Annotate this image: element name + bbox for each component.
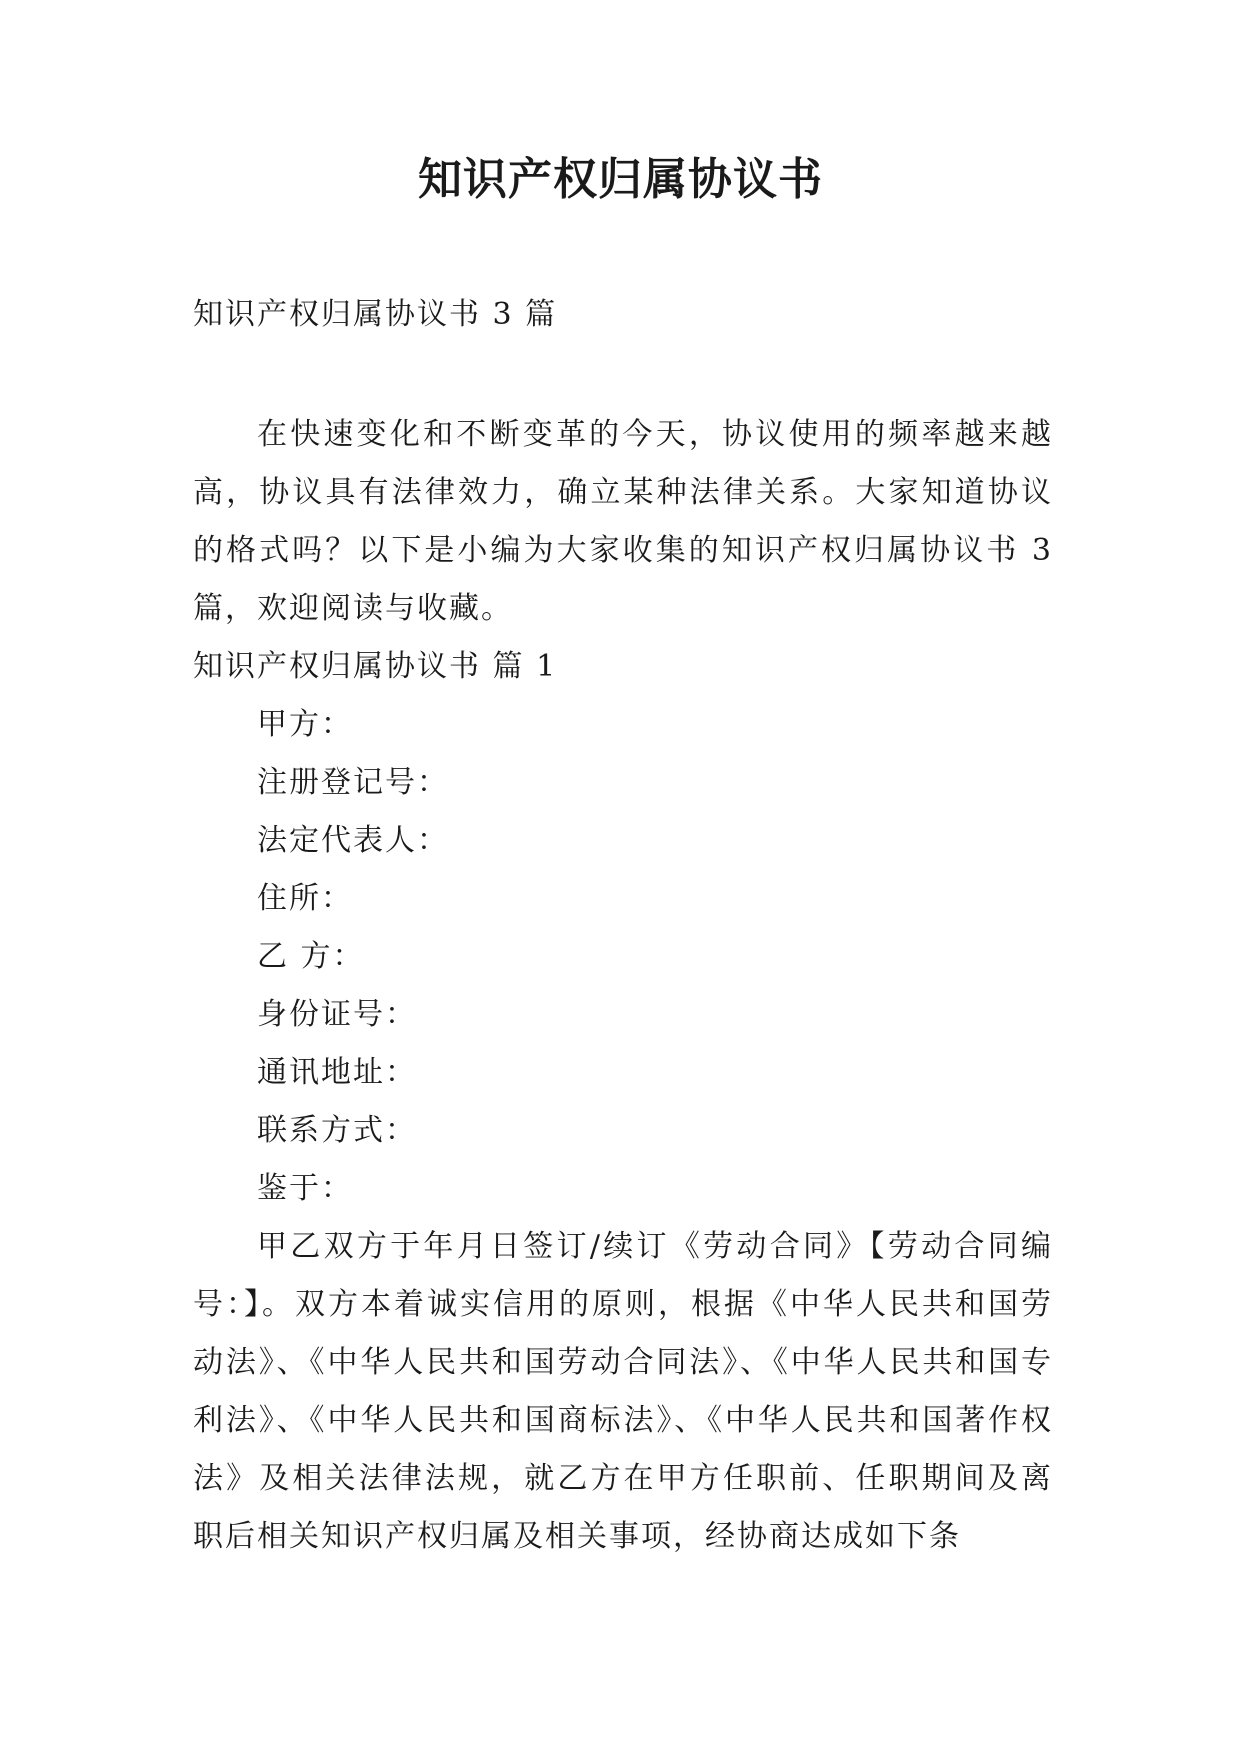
- intro-paragraph: 在快速变化和不断变革的今天，协议使用的频率越来越高，协议具有法律效力，确立某种法律关系。大家知道协议的格式吗？以下是小编为大家收集的知识产权归属协议书 3 篇，欢迎阅读与收藏。: [193, 417, 1053, 626]
- body-paragraph: 甲乙双方于年月日签订/续订《劳动合同》【劳动合同编号：】。双方本着诚实信用的原则，根据《中华人民共和国劳动法》、《中华人民共和国劳动合同法》、《中华人民共和国专利法》、《中华人民共和国商标法》、《中华人民共和国著作权法》及相关法律法规，就乙方在甲方任职前、任职期间及离职后相关知识产权归属及相关事项，经协商达成如下条: [193, 1229, 1053, 1554]
- field-mailing-address: 通讯地址：: [257, 1055, 417, 1090]
- field-registration-number: 注册登记号：: [257, 765, 449, 800]
- field-party-a: 甲方：: [257, 707, 353, 742]
- field-contact: 联系方式：: [257, 1113, 417, 1148]
- party-field-list: [257, 696, 1057, 1218]
- field-id-number: 身份证号：: [257, 997, 417, 1032]
- section-heading: 知识产权归属协议书 篇 1: [193, 649, 558, 684]
- field-whereas: 鉴于：: [257, 1171, 353, 1206]
- field-legal-representative: 法定代表人：: [257, 823, 449, 858]
- field-party-b: 乙 方：: [257, 939, 365, 974]
- document-subtitle: 知识产权归属协议书 3 篇: [193, 297, 558, 332]
- field-address: 住所：: [257, 881, 353, 916]
- document-title: 知识产权归属协议书: [418, 154, 823, 205]
